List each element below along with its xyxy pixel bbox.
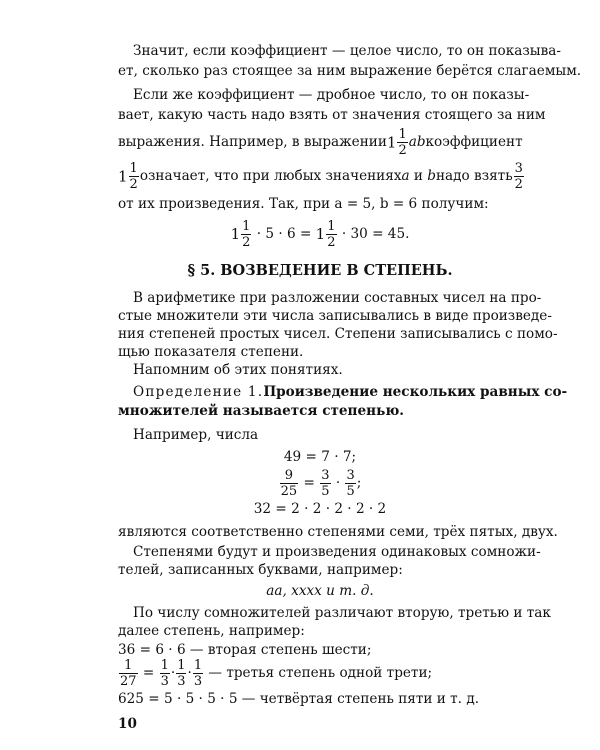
text-line: ет, сколько раз стоящее за ним выражение берётся слагаемым.	[118, 63, 582, 79]
math-equation: 1 $\frac{1}{2}$ · 5 · 6 = 1 $\frac{1}{2}$ · 30 = 45.	[230, 218, 410, 250]
example-line-with-fraction: $\frac{1}{27}$ = $\frac{1}{3}$ · $\frac{1}{3}$ · $\frac{1}{3}$ — третья степень одной трети;	[120, 657, 433, 689]
page-number: 10	[118, 716, 137, 732]
text-line: вает, какую часть надо взять от значения стоящего за ним	[118, 107, 546, 123]
math-equation: 32 = 2 · 2 · 2 · 2 · 2	[253, 501, 387, 517]
text-line-with-fraction	[118, 126, 522, 158]
example-line: 36 = 6 · 6 — вторая степень шести;	[118, 642, 372, 658]
example-line: 625 = 5 · 5 · 5 · 5 — четвёртая степень пяти и т. д.	[118, 691, 480, 707]
text-line: от их произведения. Так, при a = 5, b = 6 получим:	[118, 196, 489, 212]
text-line: Если же коэффициент — дробное число, то он показы-	[133, 87, 530, 103]
text-line: Степенями будут и произведения одинаковых сомножи-	[133, 544, 541, 560]
math-example: aa, xxxx и т. д.	[266, 583, 374, 599]
text-line-with-fraction	[118, 160, 522, 192]
text-line: далее степень, например:	[118, 623, 305, 639]
definition-label: Определение 1.	[133, 384, 264, 400]
text-line: являются соответственно степенями семи, трёх пятых, двух.	[118, 524, 558, 540]
text-line: ния степеней простых чисел. Степени записывались с помо-	[118, 326, 558, 342]
text-fragment: надо взять	[436, 168, 513, 184]
text-line: Значит, если коэффициент — целое число, то он показыва-	[133, 43, 561, 59]
text-fragment: — третья степень одной трети;	[208, 665, 433, 681]
text-fragment: означает, что при любых значениях	[139, 168, 402, 184]
math-expression: 1 $\frac{1}{2}$ ab	[386, 126, 426, 158]
math-fraction: $\frac{3}{2}$	[514, 160, 523, 192]
text-line: По числу сомножителей различают вторую, третью и так	[133, 605, 551, 621]
text-line: В арифметике при разложении составных чисел на про-	[133, 290, 542, 306]
text-line: Например, числа	[133, 427, 259, 443]
text-fragment: коэффициент	[425, 134, 523, 150]
math-equation: 49 = 7 · 7;	[283, 449, 357, 465]
definition-line	[133, 383, 568, 401]
math-expression: a и b	[401, 168, 436, 184]
text-line: стые множители эти числа записывались в виде произведе-	[118, 308, 552, 324]
section-heading: § 5. ВОЗВЕДЕНИЕ В СТЕПЕНЬ.	[187, 262, 453, 279]
definition-text: Произведение нескольких равных со-	[263, 384, 568, 400]
math-expression: 1 $\frac{1}{2}$	[118, 160, 138, 192]
math-equation: $\frac{9}{25}$ = $\frac{3}{5}$ · $\frac{3}{5}$ ;	[280, 467, 362, 499]
text-fragment: выражения. Например, в выражении	[118, 134, 387, 150]
text-line: телей, записанных буквами, например:	[118, 562, 403, 578]
text-line: щью показателя степени.	[118, 344, 304, 360]
text-line: Напомним об этих понятиях.	[133, 362, 343, 378]
definition-text: множителей называется степенью.	[118, 403, 404, 419]
